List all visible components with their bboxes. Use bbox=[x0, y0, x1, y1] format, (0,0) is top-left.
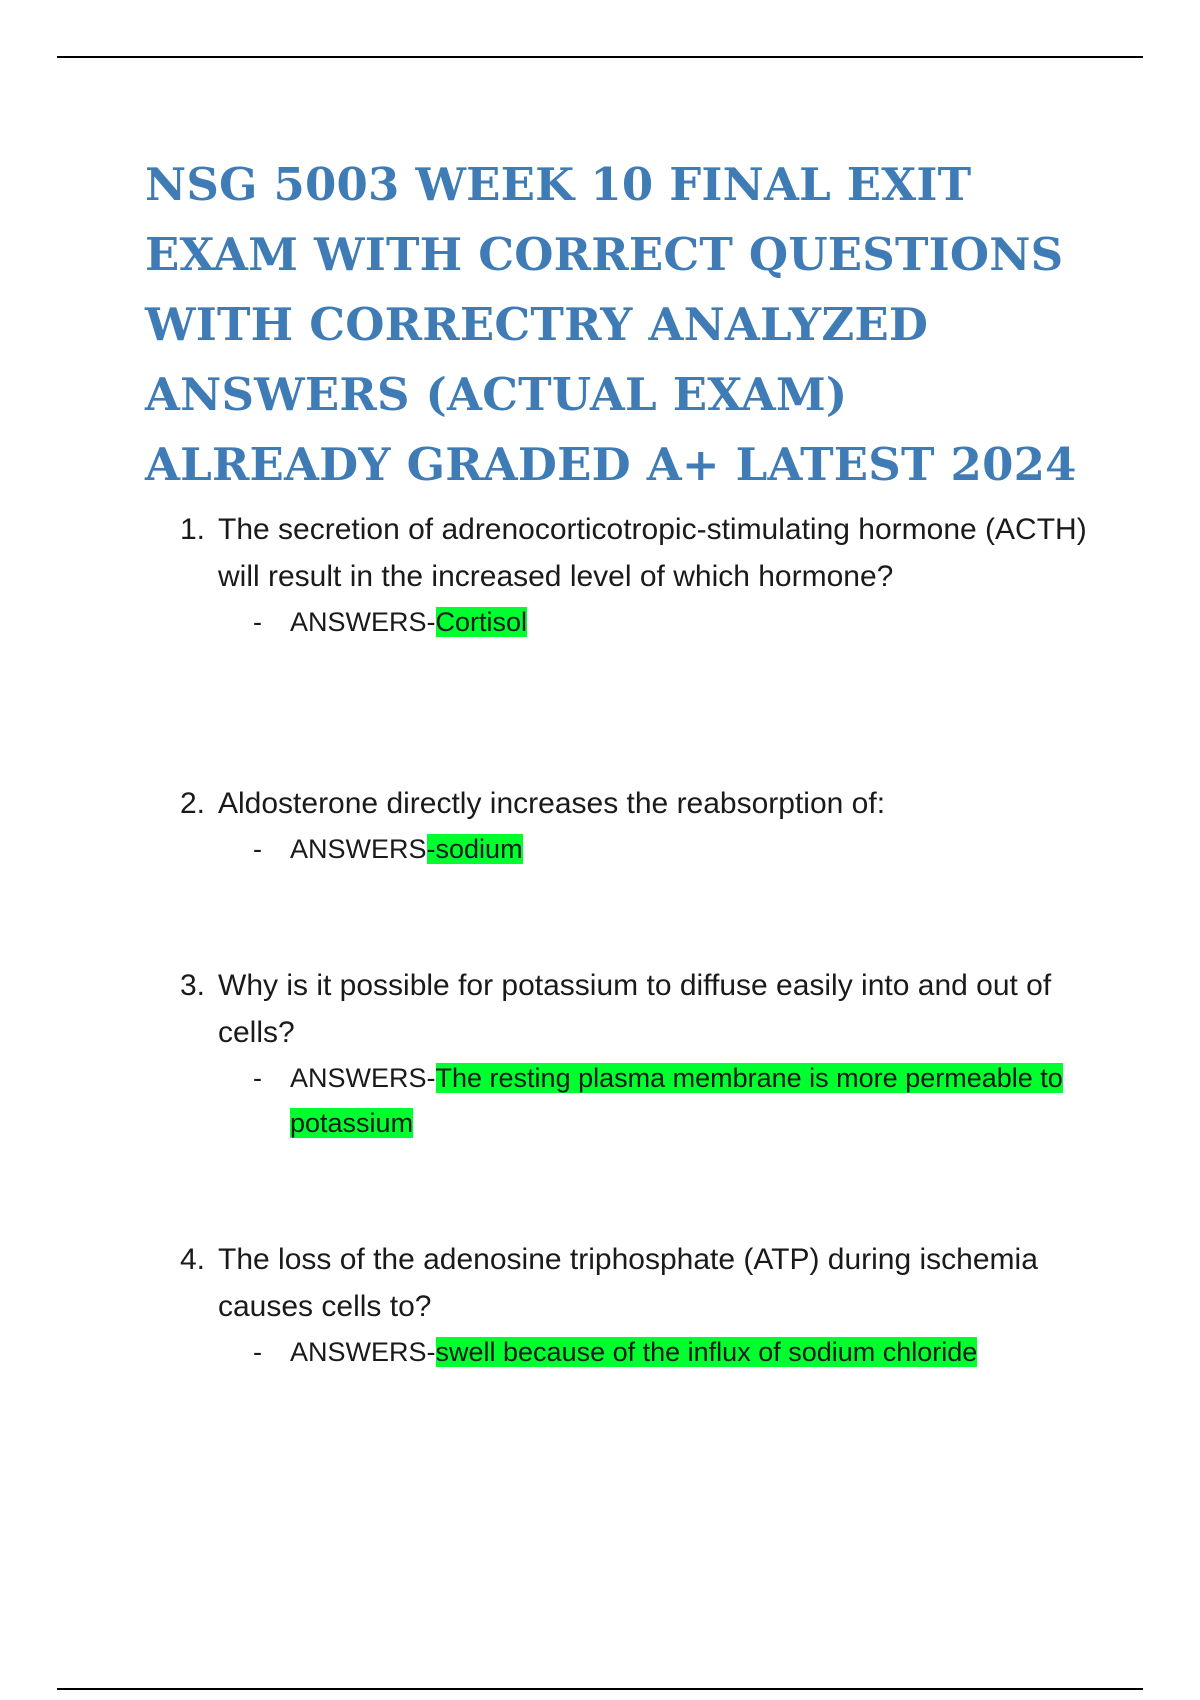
answer-prefix: ANSWERS- bbox=[290, 1337, 436, 1367]
question-text-block bbox=[180, 506, 1100, 600]
answer-highlight: -sodium bbox=[426, 834, 523, 864]
question-item bbox=[180, 780, 1100, 872]
answer-highlight: Cortisol bbox=[435, 607, 528, 637]
question-item bbox=[180, 1236, 1100, 1375]
bullet-dash: - bbox=[253, 1063, 262, 1093]
answer-line bbox=[253, 1330, 1100, 1375]
answer-line bbox=[253, 827, 1100, 872]
answer-prefix: ANSWERS- bbox=[290, 607, 436, 637]
question-item bbox=[180, 506, 1100, 645]
answer-prefix: ANSWERS- bbox=[290, 1063, 436, 1093]
question-number: 1. bbox=[180, 513, 206, 546]
question-text-block bbox=[180, 962, 1100, 1056]
question-text-block bbox=[180, 1236, 1100, 1330]
question-text: Why is it possible for potassium to diffuse easily into and out of cells? bbox=[218, 969, 1052, 1049]
question-text: The loss of the adenosine triphosphate (ATP) during ischemia causes cells to? bbox=[218, 1243, 1038, 1323]
answer-highlight: swell because of the influx of sodium chloride bbox=[435, 1337, 978, 1367]
footer-rule bbox=[57, 1688, 1143, 1690]
question-text-block bbox=[180, 780, 1100, 827]
question-text: The secretion of adrenocorticotropic-stimulating hormone (ACTH) will result in the increased level of which hormone? bbox=[218, 513, 1087, 593]
answer-highlight: The resting plasma membrane is more permeable to potassium bbox=[290, 1063, 1063, 1138]
bullet-dash: - bbox=[253, 834, 262, 864]
bullet-dash: - bbox=[253, 1337, 262, 1367]
question-number: 3. bbox=[180, 969, 206, 1002]
answer-line bbox=[253, 600, 1100, 645]
question-item bbox=[180, 962, 1100, 1146]
document-title: NSG 5003 WEEK 10 FINAL EXIT EXAM WITH CORRECT QUESTIONS WITH CORRECTRY ANALYZED ANSWERS (ACTUAL EXAM) ALREADY GRADED A+ LATEST 2024 bbox=[145, 158, 1077, 491]
question-text: Aldosterone directly increases the reabsorption of: bbox=[218, 787, 886, 820]
question-number: 4. bbox=[180, 1243, 206, 1276]
bullet-dash: - bbox=[253, 607, 262, 637]
question-number: 2. bbox=[180, 787, 206, 820]
answer-prefix: ANSWERS bbox=[290, 834, 427, 864]
answer-line bbox=[253, 1056, 1100, 1146]
